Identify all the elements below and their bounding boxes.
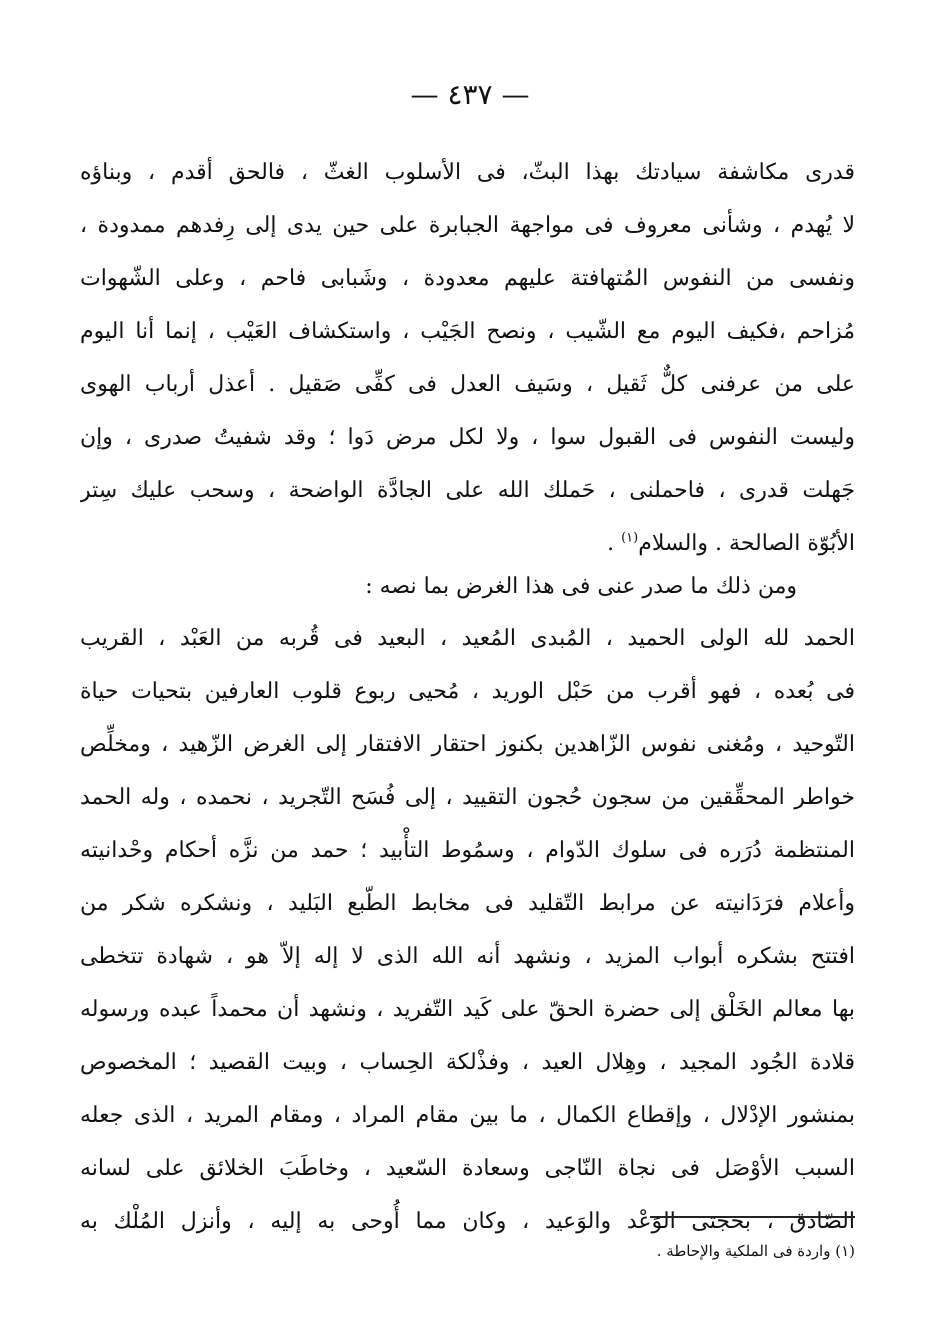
footnote-divider	[650, 1216, 855, 1218]
letter-paragraph	[80, 146, 855, 570]
sermon-paragraph	[80, 612, 855, 1248]
text-line: الحمد لله الولى الحميد ، المُبدى المُعيد ، البعيد فى قُربه من العَبْد ، القريب	[80, 626, 855, 651]
text-line: بها معالم الخَلْق إلى حضرة الحقّ على كَيد التّفريد ، ونشهد أن محمداً عبده ورسوله	[80, 997, 855, 1022]
text-line: على من عرفنى كلٌّ ثَقيل ، وسَيف العدل فى كفِّى صَقيل . أعذل أرباب الهوى	[80, 372, 855, 397]
intro-line: ومن ذلك ما صدر عنى فى هذا الغرض بما نصه :	[365, 574, 797, 599]
text-line-last: الأبُوّة الصالحة . والسلام$^{(١)}$ .	[607, 530, 855, 556]
footnote: (١) واردة فى الملكية والإحاطة .	[656, 1242, 855, 1260]
text-line: خواطر المحقِّقين من سجون حُجون التقييد ، إلى فُسَح التّجريد ، نحمده ، وله الحمد	[80, 785, 855, 810]
text-line: افتتح بشكره أبواب المزيد ، ونشهد أنه الله الذى لا إله إلاّ هو ، شهادة تتخطى	[80, 944, 855, 969]
text-line: لا يُهدم ، وشأنى معروف فى مواجهة الجبابرة على حين يدى إلى رِفدهم ممدودة ،	[80, 213, 855, 238]
text-line: قدرى مكاشفة سيادتك بهذا البثّ، فى الأسلوب الغثّ ، فالحق أقدم ، وبناؤه	[80, 160, 855, 185]
text-line: وليست النفوس فى القبول سوا ، ولا لكل مرض دَوا ؛ وقد شفيتُ صدرى ، وإن	[80, 425, 855, 450]
text-line: السبب الأوْصَل فى نجاة النّاجى وسعادة السّعيد ، وخاطَبَ الخلائق على لسانه	[80, 1156, 855, 1181]
text-line: مُزاحم ،فكيف اليوم مع الشّيب ، ونصح الجَيْب ، واستكشاف العَيْب ، إنما أنا اليوم	[80, 319, 855, 344]
text-line: التّوحيد ، ومُغنى نفوس الزّاهدين بكنوز احتقار الافتقار إلى الغرض الزّهيد ، ومخلِّص	[80, 732, 855, 757]
text-line: وأعلام فرَدَانيته عن مرابط التّقليد فى مخابط الطّبع البَليد ، ونشكره شكر من	[80, 891, 855, 916]
text-line: فى بُعده ، فهو أقرب من حَبْل الوريد ، مُحيى ربوع قلوب العارفين بتحيات حياة	[80, 679, 855, 704]
text-line: الصّادق ، بحجتى الوَعْد والوَعيد ، وكان مما أُوحى به إليه ، وأنزل المُلْك به	[80, 1209, 855, 1234]
footnote-marker: (١)	[621, 530, 639, 546]
text-line: المنتظمة دُرَره فى سلوك الدّوام ، وسمُوط التأْبيد ؛ حمد من نزَّه أحكام وحْدانيته	[80, 838, 855, 863]
intro-paragraph	[80, 560, 855, 613]
text-line: قلادة الجُود المجيد ، وهِلال العيد ، وفذْلكة الحِساب ، وبيت القصيد ؛ المخصوص	[80, 1050, 855, 1075]
text-line: بمنشور الإدْلال ، وإقطاع الكمال ، ما بين مقام المراد ، ومقام المريد ، الذى جعله	[80, 1103, 855, 1128]
text-line-content: الأبُوّة الصالحة . والسلام	[638, 531, 855, 556]
text-line: جَهلت قدرى ، فاحملنى ، حَملك الله على الجادَّة الواضحة ، وسحب عليك سِتر	[80, 478, 855, 503]
page-number: — ٤٣٧ —	[410, 78, 530, 111]
text-line: ونفسى من النفوس المُتهافتة عليهم معدودة ، وشَبابى فاحم ، وعلى الشّهوات	[80, 266, 855, 291]
